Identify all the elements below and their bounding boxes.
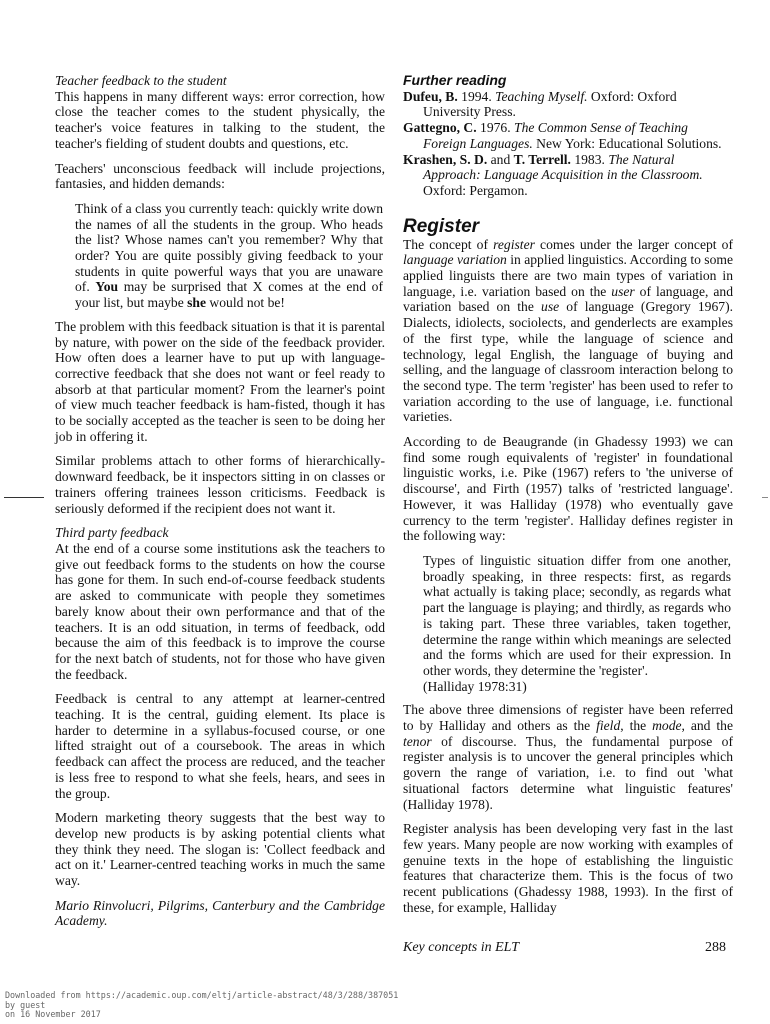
paragraph: Register analysis has been developing very fast in the last few years. Many people are now working with examples of genuine texts in the hope of establishing the linguistic features that characterize them. This is the focus of two recent publications (Ghadessy 1988, 1993). In the first of these, for example, Halliday xyxy=(403,821,733,915)
block-quote: Think of a class you currently teach: quickly write down the names of all the students in the group. Who heads the list? Whose names can't you remember? Why that order? You are quite possibly giving feedback to your students in quite powerful ways that you are unaware of. You may be surprised that X comes at the end of your list, but maybe she would not be! xyxy=(75,200,383,311)
page-number: 288 xyxy=(705,940,726,955)
reference-item: Gattegno, C. 1976. The Common Sense of Teaching Foreign Languages. New York: Educational Solutions. xyxy=(403,120,722,151)
paragraph: Feedback is central to any attempt at learner-centred teaching. It is the central, guiding element. Its place is harder to determine in a syllabus-focused course, or one lifted straight out of a coursebook. The areas in which feedback can affect the process are reduced, and the teacher is less free to respond to what she feels, hears, and sees in the group. xyxy=(55,691,385,801)
block-quote: Types of linguistic situation differ from one another, broadly speaking, in three respects: first, as regards what actually is taking place; secondly, as regards what part the language is playing; and thirdly, as regards who is taking part. These three variables, taken together, determine the range within which meanings are selected and the forms which are used for their expression. In other words, they determine the 'register'. (Halliday 1978:31) xyxy=(423,552,731,694)
download-note: Downloaded from https://academic.oup.com/eltj/article-abstract/48/3/288/387051 by guest on 16 November 2017 xyxy=(5,990,399,1020)
left-column xyxy=(55,73,385,929)
paragraph: Teachers' unconscious feedback will include projections, fantasies, and hidden demands: xyxy=(55,160,385,192)
third-party-heading: Third party feedback xyxy=(55,525,169,541)
paragraph: The concept of register comes under the larger concept of language variation in applied linguistics. According to some applied linguists there are two main types of variation in language, i.e. variation based on the user of language, and variation based on the use of language (Gregory 1967). Dialects, idiolects, sociolects, and genderlects are examples of the first type, while the language of science and technology, legal English, the language of buying and selling, and the language of classroom interaction belong to the second type. The term 'register' has been used to refer to variation according to the use of language, i.e. functional varieties. xyxy=(403,236,734,425)
margin-rule xyxy=(4,497,44,498)
teacher-feedback-heading: Teacher feedback to the student xyxy=(55,73,227,88)
section-title: Register xyxy=(403,215,480,237)
paragraph: The problem with this feedback situation is that it is parental by nature, with power on the side of the feedback provider. How often does a learner have to put up with language-corrective feedback that she does not want or feel ready to absorb at that particular moment? From the learner's point of view much teacher feedback is ham-fisted, though it has to be socially accepted as the teacher is seen to be doing her job in offering it. xyxy=(55,318,385,444)
paragraph: This happens in many different ways: error correction, how close the teacher comes to the student physically, the teacher's voice features in talking to the student, the teacher's fielding of student doubts and questions, etc. xyxy=(55,88,385,151)
paragraph: Modern marketing theory suggests that the best way to develop new products is by asking potential clients what they think they need. The slogan is: 'Collect feedback and act on it.' Learner-centred teaching works in much the same way. xyxy=(55,810,385,889)
right-column xyxy=(403,73,733,924)
reference-item: Dufeu, B. 1994. Teaching Myself. Oxford: Oxford University Press. xyxy=(403,88,677,120)
footer-journal: Key concepts in ELT xyxy=(403,940,519,955)
author-byline: Mario Rinvolucri, Pilgrims, Canterbury and the Cambridge Academy. xyxy=(55,897,385,929)
further-reading-heading: Further reading xyxy=(403,72,507,88)
quote-citation: (Halliday 1978:31) xyxy=(423,678,527,694)
reference-item: Krashen, S. D. and T. Terrell. 1983. The Natural Approach: Language Acquisition in the Classroom. Oxford: Pergamon. xyxy=(403,151,703,198)
margin-rule xyxy=(762,497,768,498)
paragraph: According to de Beaugrande (in Ghadessy 1993) we can find some rough equivalents of 'register' in foundational linguistic works, i.e. Pike (1967) refers to 'the universe of discourse', and Firth (1957) talks of 'restricted language'. However, it was Halliday (1978) who eventually gave currency to the term 'register'. Halliday defines register in the following way: xyxy=(403,434,733,544)
paragraph: At the end of a course some institutions ask the teachers to give out feedback forms to the students on how the course has gone for them. In such end-of-course feedback students are asked to communicate with people they sometimes barely know about their own performance and that of the teachers. It is an odd situation, in terms of feedback, odd because the aim of this feedback is to improve the course for the next batch of students, not for those who have given the feedback. xyxy=(55,540,385,682)
paragraph: Similar problems attach to other forms of hierarchically-downward feedback, be it inspectors sitting in on classes or trainers offering trainees lesson criticisms. Feedback is seriously deformed if the recipient does not want it. xyxy=(55,453,385,516)
paragraph: The above three dimensions of register have been referred to by Halliday and others as the field, the mode, and the tenor of discourse. Thus, the fundamental purpose of register analysis is to uncover the general principles which govern the range of variation, i.e. to find out 'what situational factors determine what linguistic features' (Halliday 1978). xyxy=(403,702,733,812)
